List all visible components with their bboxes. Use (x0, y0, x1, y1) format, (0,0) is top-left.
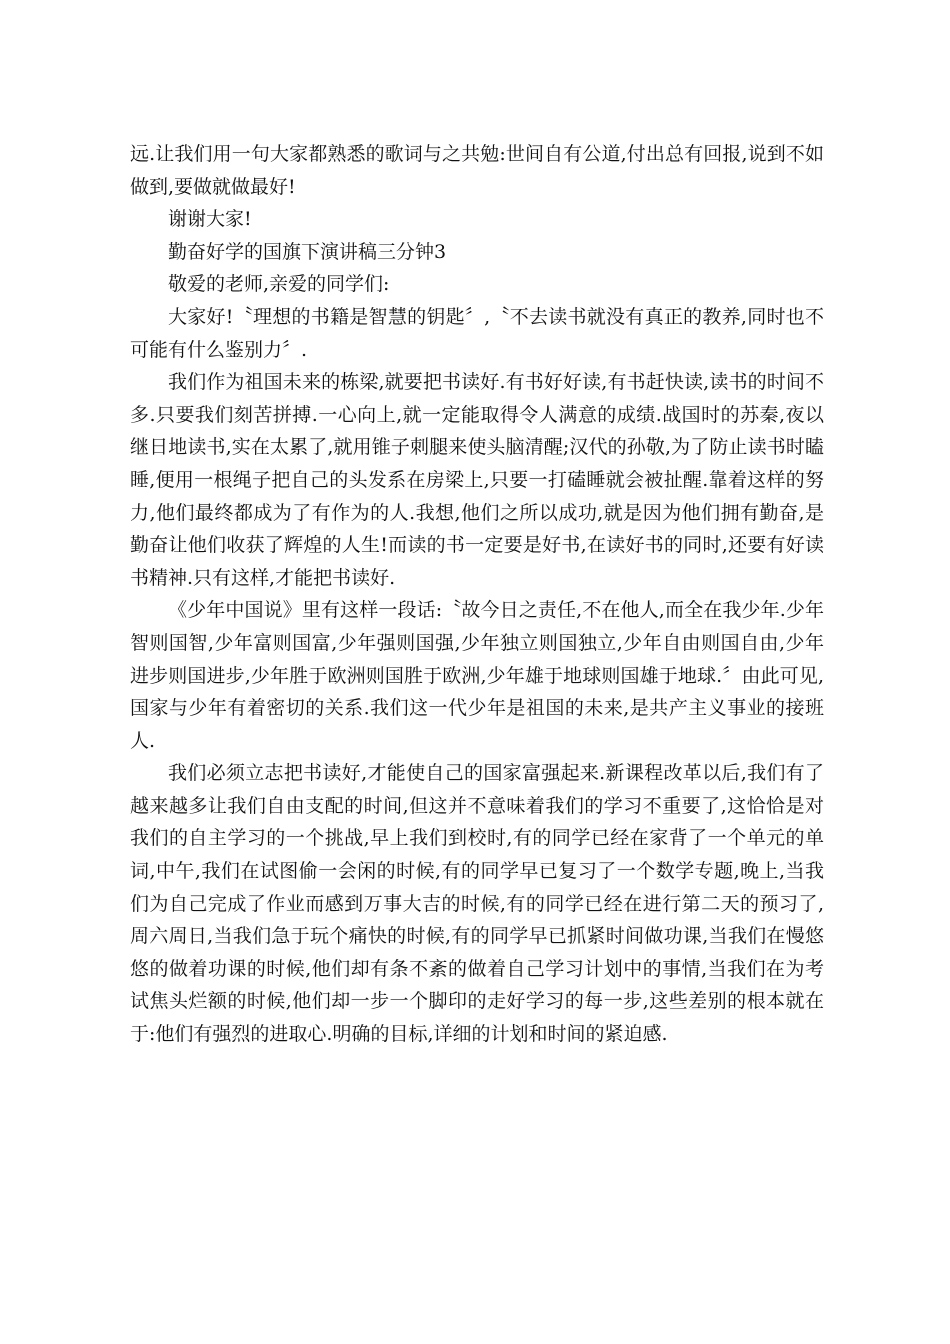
paragraph-study-resolve: 我们必须立志把书读好,才能使自己的国家富强起来.新课程改革以后,我们有了越来越多让我们自由支配的时间,但这并不意味着我们的学习不重要了,这恰恰是对我们的自主学习的一个挑战,早上我们到校时,有的同学已经在家背了一个单元的单词,中午,我们在试图偷一会闲的时候,有的同学早已复习了一个数学专题,晚上,当我们为自己完成了作业而感到万事大吉的时候,有的同学已经在进行第二天的预习了,周六周日,当我们急于玩个痛快的时候,有的同学早已抓紧时间做功课,当我们在慢悠悠的做着功课的时候,他们却有条不紊的做着自己学习计划中的事情,当我们在为考试焦头烂额的时候,他们却一步一个脚印的走好学习的每一步,这些差别的根本就在于:他们有强烈的进取心.明确的目标,详细的计划和时间的紧迫感. (130, 762, 824, 1046)
paragraph-reading-examples: 我们作为祖国未来的栋梁,就要把书读好.有书好好读,有书赶快读,读书的时间不多.只要我们刻苦拼搏.一心向上,就一定能取得令人满意的成绩.战国时的苏秦,夜以继日地读书,实在太累了,就用锥子刺腿来使头脑清醒;汉代的孙敬,为了防止读书时瞌睡,便用一根绳子把自己的头发系在房梁上,只要一打磕睡就会被扯醒.靠着这样的努力,他们最终都成为了有作为的人.我想,他们之所以成功,就是因为他们拥有勤奋,是勤奋让他们收获了辉煌的人生!而读的书一定要是好书,在读好书的同时,还要有好读书精神.只有这样,才能把书读好. (130, 371, 824, 589)
paragraph-closing-quote: 远.让我们用一句大家都熟悉的歌词与之共勉:世间自有公道,付出总有回报,说到不如做到,要做就做最好! (130, 143, 824, 198)
document-body (130, 138, 824, 1051)
paragraph-greeting: 大家好!〝理想的书籍是智慧的钥匙〞,〝不去读书就没有真正的教养,同时也不可能有什么鉴别力〞. (130, 305, 824, 361)
paragraph-salutation: 敬爱的老师,亲爱的同学们: (168, 273, 390, 296)
paragraph-shaonian-zhongguo: 《少年中国说》里有这样一段话:〝故今日之责任,不在他人,而全在我少年.少年智则国智,少年富则国富,少年强则国强,少年独立则国独立,少年自由则国自由,少年进步则国进步,少年胜于欧洲则国胜于欧洲,少年雄于地球则国雄于地球.〞由此可见,国家与少年有着密切的关系.我们这一代少年是祖国的未来,是共产主义事业的接班人. (130, 599, 824, 752)
paragraph-thanks: 谢谢大家! (168, 208, 252, 231)
speech-title: 勤奋好学的国旗下演讲稿三分钟3 (168, 240, 447, 263)
